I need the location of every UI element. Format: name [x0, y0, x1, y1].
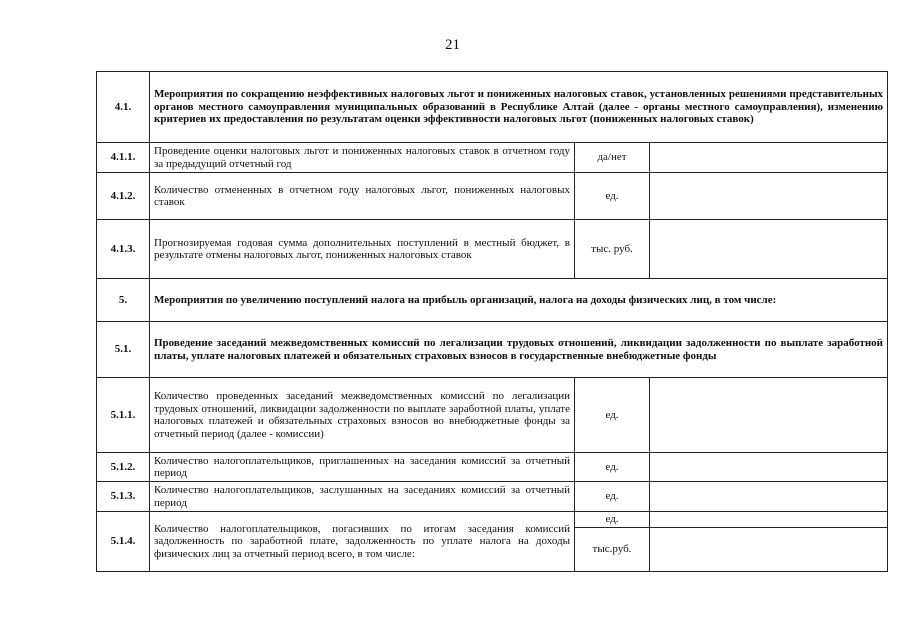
table-row-5-1-1: [97, 378, 888, 453]
unit-cell: ед.: [575, 378, 650, 453]
table-row-5-1-4: [97, 512, 888, 528]
value-cell: [650, 173, 888, 220]
indicator-text: Количество отмененных в отчетном году налоговых льгот, пониженных налоговых ставок: [150, 173, 575, 220]
row-number: 5.1.1.: [97, 378, 150, 453]
section-title: Мероприятия по увеличению поступлений налога на прибыль организаций, налога на доходы физических лиц, в том числе:: [150, 279, 888, 322]
section-title: Проведение заседаний межведомственных комиссий по легализации трудовых отношений, ликвидации задолженности по выплате заработной платы, уплате налоговых платежей и обязательных страховых взносов в государственные внебюджетные фонды: [150, 322, 888, 378]
value-cell: [650, 143, 888, 173]
page-number: 21: [445, 37, 460, 53]
row-number: 4.1.2.: [97, 173, 150, 220]
value-cell: [650, 220, 888, 279]
indicator-text: Количество налогоплательщиков, заслушанных на заседаниях комиссий за отчетный период: [150, 482, 575, 512]
indicator-text: Количество налогоплательщиков, погасивших по итогам заседания комиссий задолженность по заработной плате, задолженность по уплате налога на доходы физических лиц за отчетный период всего, в том числе:: [150, 512, 575, 572]
indicator-text: Количество налогоплательщиков, приглашенных на заседания комиссий за отчетный период: [150, 453, 575, 482]
indicators-table: [96, 71, 888, 572]
row-number: 5.1.: [97, 322, 150, 378]
unit-cell: ед.: [575, 173, 650, 220]
indicator-text: Количество проведенных заседаний межведомственных комиссий по легализации трудовых отношений, ликвидации задолженности по выплате заработной платы, уплате налоговых платежей и обязательных страховых взносов во внебюджетные фонды за отчетный период (далее - комиссии): [150, 378, 575, 453]
row-number: 5.1.4.: [97, 512, 150, 572]
table-row-4-1-3: [97, 220, 888, 279]
table-row-5-1-3: [97, 482, 888, 512]
value-cell: [650, 528, 888, 572]
row-number: 4.1.1.: [97, 143, 150, 173]
indicator-text: Проведение оценки налоговых льгот и пониженных налоговых ставок в отчетном году за предыдущий отчетный год: [150, 143, 575, 173]
row-number: 5.1.2.: [97, 453, 150, 482]
unit-cell: ед.: [575, 512, 650, 528]
indicator-text: Прогнозируемая годовая сумма дополнительных поступлений в местный бюджет, в результате отмены налоговых льгот, пониженных налоговых ставок: [150, 220, 575, 279]
row-number: 5.1.3.: [97, 482, 150, 512]
table-row-5: [97, 279, 888, 322]
table-row-4-1: [97, 72, 888, 143]
value-cell: [650, 512, 888, 528]
section-title: Мероприятия по сокращению неэффективных налоговых льгот и пониженных налоговых ставок, установленных решениями представительных органов местного самоуправления муниципальных образований в Республике Алтай (далее - органы местного самоуправления), изменению критериев их предоставления по результатам оценки эффективности налоговых льгот (пониженных налоговых ставок): [150, 72, 888, 143]
table-row-4-1-2: [97, 173, 888, 220]
row-number: 4.1.: [97, 72, 150, 143]
row-number: 5.: [97, 279, 150, 322]
unit-cell: тыс.руб.: [575, 528, 650, 572]
value-cell: [650, 482, 888, 512]
unit-cell: ед.: [575, 482, 650, 512]
value-cell: [650, 453, 888, 482]
unit-cell: тыс. руб.: [575, 220, 650, 279]
unit-cell: да/нет: [575, 143, 650, 173]
table-row-4-1-1: [97, 143, 888, 173]
value-cell: [650, 378, 888, 453]
row-number: 4.1.3.: [97, 220, 150, 279]
table-row-5-1-2: [97, 453, 888, 482]
table-row-5-1: [97, 322, 888, 378]
unit-cell: ед.: [575, 453, 650, 482]
